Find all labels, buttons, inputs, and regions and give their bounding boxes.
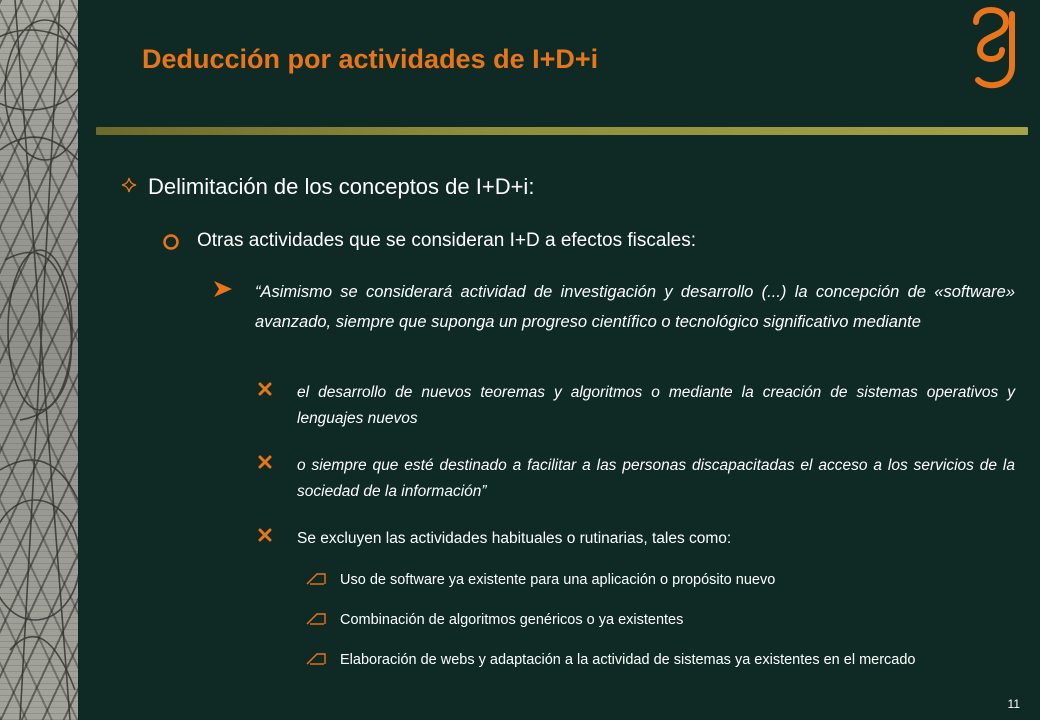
arrowhead-icon — [212, 279, 234, 299]
exclusion-item-3: Elaboración de webs y adaptación a la actividad de sistemas ya existentes en el mercado — [340, 652, 916, 668]
page-number: 11 — [1007, 697, 1020, 711]
exclusion-item-1: Uso de software ya existente para una aplicación o propósito nuevo — [340, 572, 776, 588]
logo-icon — [962, 4, 1032, 96]
decorative-side-panel — [0, 0, 78, 720]
title-divider — [96, 127, 1028, 135]
heading-level-1: Delimitación de los conceptos de I+D+i: — [148, 174, 535, 199]
exclusion-item-2: Combinación de algoritmos genéricos o ya existentes — [340, 612, 684, 628]
sub-item-2: o siempre que esté destinado a facilitar a las personas discapacitadas el acceso a los servicios de la sociedad de la información” — [297, 457, 1015, 500]
folder-corner-icon — [305, 648, 327, 666]
quad-star-icon — [121, 177, 137, 193]
cross-icon — [258, 382, 272, 396]
page-title: Deducción por actividades de I+D+i — [142, 44, 599, 74]
heading-level-2: Otras actividades que se consideran I+D a efectos fiscales: — [197, 230, 697, 251]
wireframe-sketch-icon — [0, 0, 78, 720]
circle-bullet-icon — [162, 233, 180, 251]
folder-corner-icon — [305, 568, 327, 586]
sub-item-3: Se excluyen las actividades habituales o rutinarias, tales como: — [297, 530, 732, 547]
cross-icon — [258, 528, 272, 542]
sub-item-1: el desarrollo de nuevos teoremas y algoritmos o mediante la creación de sistemas operativos y lenguajes nuevos — [297, 384, 1015, 427]
folder-corner-icon — [305, 608, 327, 626]
quote-paragraph: “Asimismo se considerará actividad de investigación y desarrollo (...) la concepción de «software» avanzado, siempre que suponga un progreso científico o tecnológico significativo mediante — [255, 283, 1015, 331]
cross-icon — [258, 455, 272, 469]
